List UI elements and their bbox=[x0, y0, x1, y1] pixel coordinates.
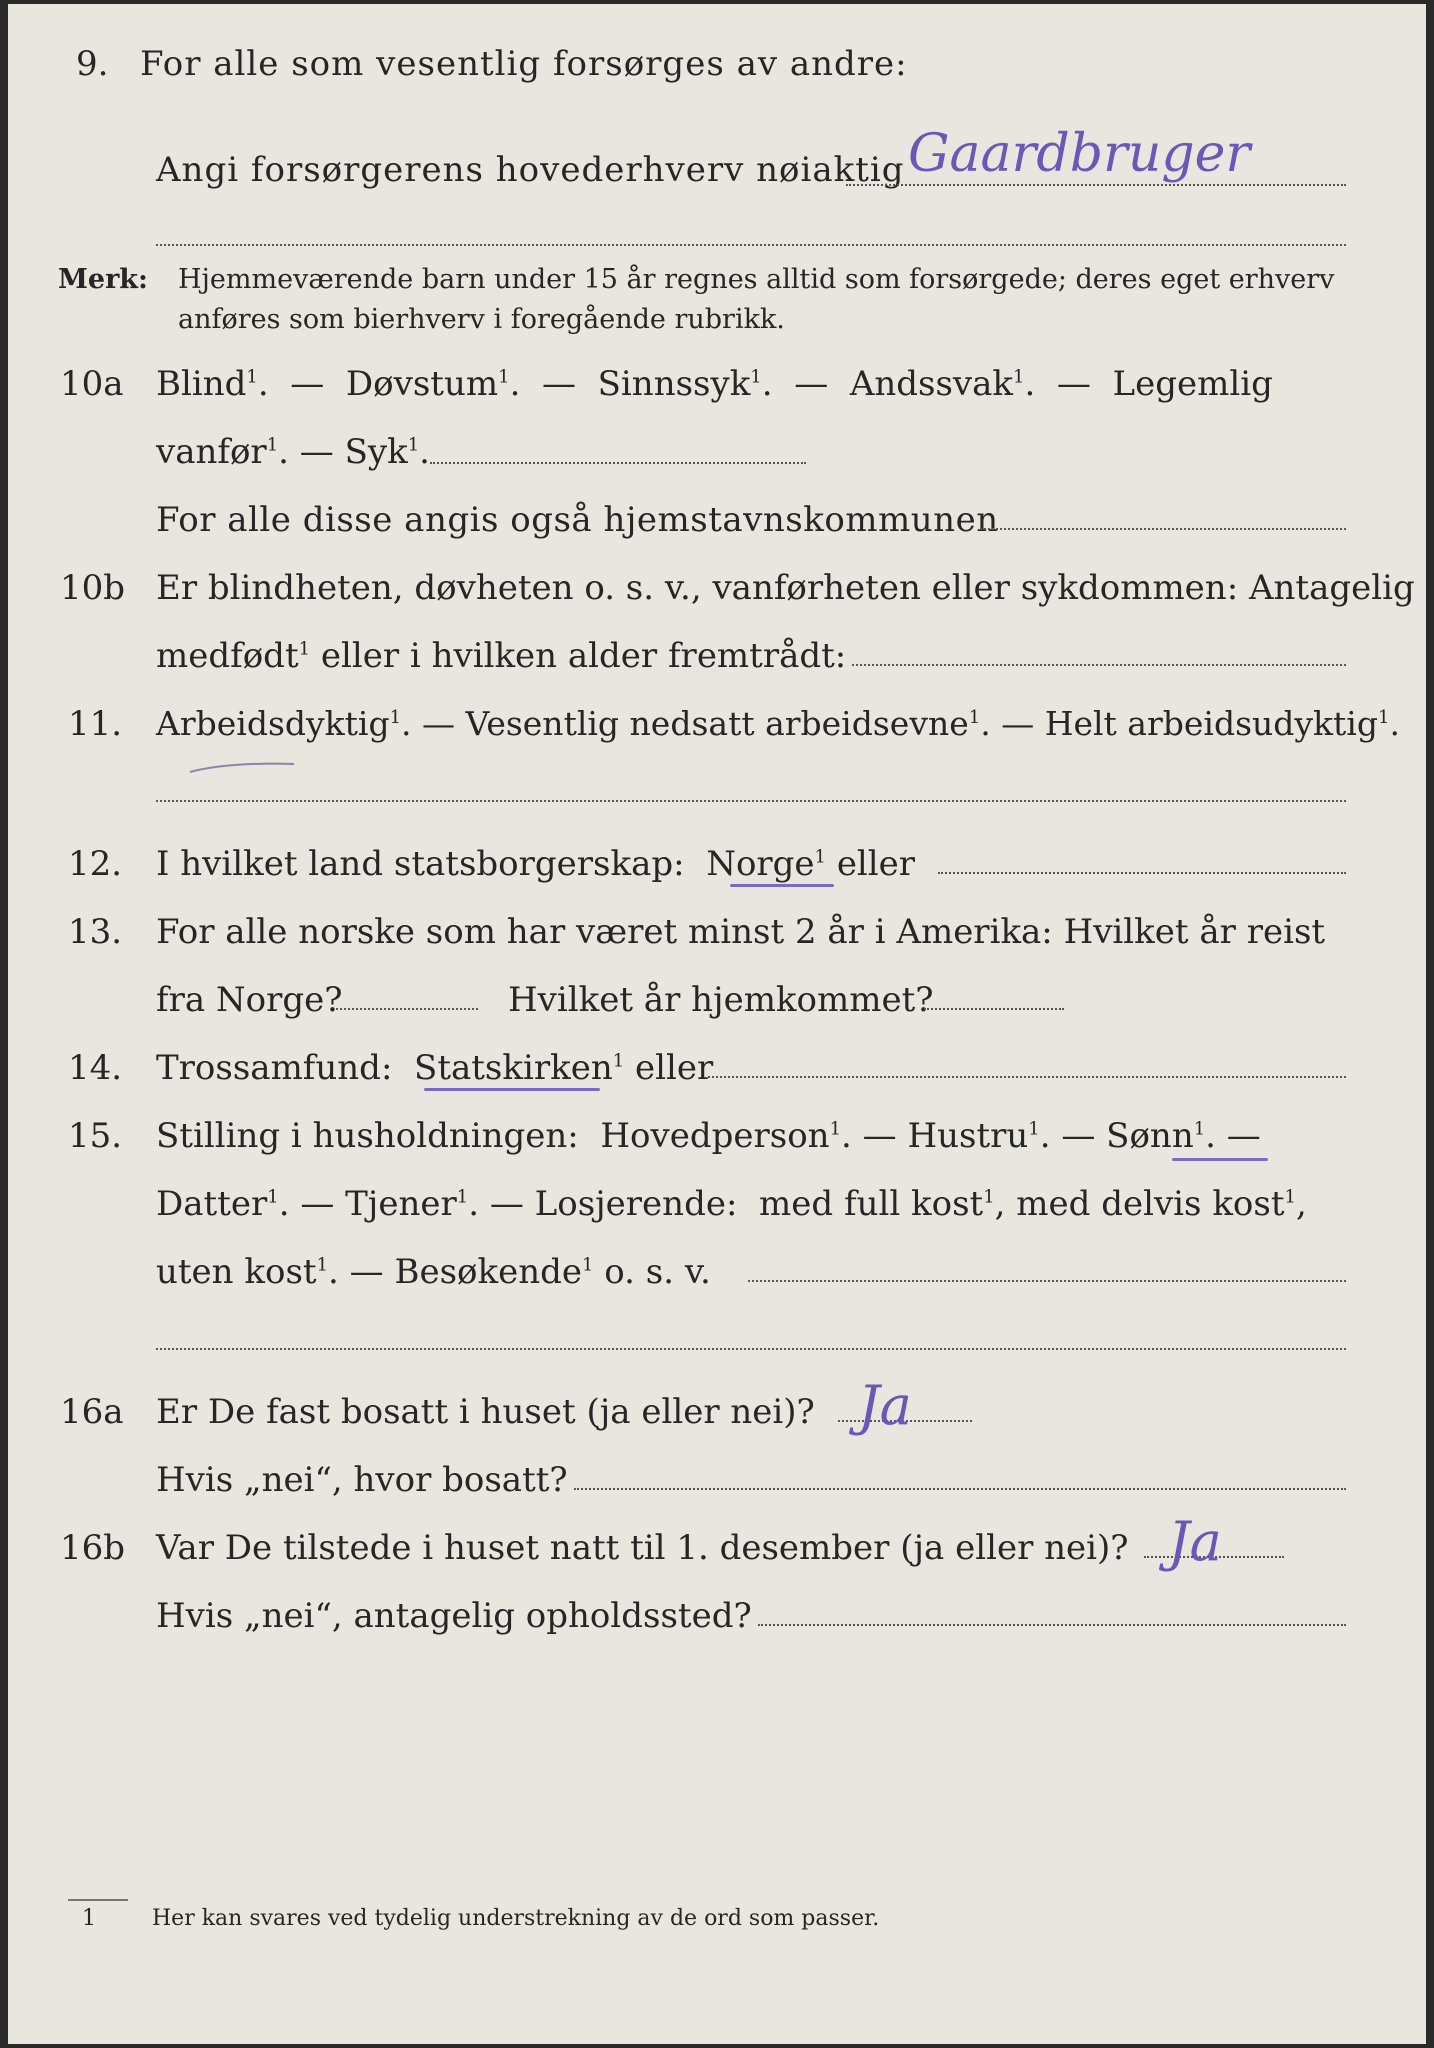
footnote-mark: 1 bbox=[82, 1906, 96, 1931]
q14-statskirken[interactable]: Statskirken bbox=[414, 1048, 613, 1088]
q14-statskirken-underline bbox=[424, 1088, 600, 1091]
q13-hjemkommet-line[interactable] bbox=[924, 1008, 1064, 1010]
q15-tjener[interactable]: Tjener bbox=[345, 1184, 457, 1224]
q15-sonn[interactable]: Sønn bbox=[1106, 1116, 1194, 1156]
census-form-page bbox=[8, 4, 1426, 2044]
q15-line2: Datter$^1$. — Tjener$^1$. — Losjerende: med full kost$^1$, med delvis kost$^1$, bbox=[156, 1184, 1307, 1224]
q16a-number: 16a bbox=[60, 1392, 124, 1432]
q15-hustru[interactable]: Hustru bbox=[907, 1116, 1029, 1156]
q10a-hjemstavn-line[interactable] bbox=[980, 528, 1346, 530]
q13-hjemkommet: Hvilket år hjemkommet? bbox=[508, 980, 934, 1020]
q11-udyktig[interactable]: Helt arbeidsudyktig bbox=[1044, 704, 1378, 743]
q14-answer-line[interactable] bbox=[708, 1076, 1346, 1078]
q15-datter[interactable]: Datter bbox=[156, 1184, 268, 1224]
merk-label: Merk: bbox=[58, 264, 148, 295]
q16b-number: 16b bbox=[60, 1528, 126, 1568]
q12-norge[interactable]: Norge bbox=[706, 844, 815, 884]
q10a-line1: Blind$^1$. — Døvstum$^1$. — Sinnssyk$^1$. — Andssvak$^1$. — Legemlig bbox=[156, 364, 1273, 404]
q11-nedsatt[interactable]: Vesentlig nedsatt arbeidsevne bbox=[465, 704, 969, 743]
q10a-number: 10a bbox=[60, 364, 124, 404]
q15-full-kost[interactable]: med full kost bbox=[759, 1184, 984, 1224]
q10b-answer-line[interactable] bbox=[852, 664, 1346, 666]
q14-number: 14. bbox=[68, 1048, 123, 1088]
q16b-opholdssted-line[interactable] bbox=[758, 1624, 1346, 1626]
q13-number: 13. bbox=[68, 912, 123, 952]
q16a-line1: Er De fast bosatt i huset (ja eller nei)? bbox=[156, 1392, 815, 1432]
q10a-vanfor[interactable]: vanfør bbox=[156, 432, 267, 472]
merk-line1: Hjemmeværende barn under 15 år regnes alltid som forsørgede; deres eget erhverv bbox=[178, 264, 1335, 295]
q16a-bosatt-line[interactable] bbox=[574, 1488, 1346, 1490]
q10a-syk-line[interactable] bbox=[430, 462, 806, 464]
q10a-andssvak[interactable]: Andssvak bbox=[849, 364, 1014, 404]
q10b-line2: medfødt$^1$ eller i hvilken alder fremtrådt: bbox=[156, 636, 847, 676]
q12-line: I hvilket land statsborgerskap: Norge$^1$ eller bbox=[156, 844, 916, 884]
q10b-number: 10b bbox=[60, 568, 126, 608]
q9-answer-line[interactable] bbox=[846, 184, 1346, 186]
q10a-line3: For alle disse angis også hjemstavnskommunen bbox=[156, 500, 999, 540]
q10b-line1: Er blindheten, døvheten o. s. v., vanførheten eller sykdommen: Antagelig bbox=[156, 568, 1415, 608]
q11-arbeidsdyktig[interactable]: Arbeidsdyktig bbox=[156, 704, 390, 743]
merk-line2: anføres som bierhverv i foregående rubrikk. bbox=[178, 304, 785, 335]
q10a-legemlig[interactable]: Legemlig bbox=[1112, 364, 1273, 404]
q15-delvis-kost[interactable]: med delvis kost bbox=[1016, 1184, 1285, 1224]
q15-answer-line[interactable] bbox=[748, 1280, 1346, 1282]
q15-hovedperson[interactable]: Hovedperson bbox=[600, 1116, 830, 1156]
q14-line: Trossamfund: Statskirken$^1$ eller bbox=[156, 1048, 714, 1088]
q16b-line2: Hvis „nei“, antagelig opholdssted? bbox=[156, 1596, 752, 1636]
q12-norge-underline bbox=[730, 884, 834, 887]
q9-line2: Angi forsørgerens hovederhverv nøiaktig bbox=[156, 150, 905, 190]
q13-line1: For alle norske som har været minst 2 år i Amerika: Hvilket år reist bbox=[156, 912, 1326, 952]
q15-uten-kost[interactable]: uten kost bbox=[156, 1252, 317, 1292]
footnote-text: Her kan svares ved tydelig understrekning av de ord som passer. bbox=[152, 1906, 880, 1931]
q11-line: Arbeidsdyktig$^1$. — Vesentlig nedsatt arbeidsevne$^1$. — Helt arbeidsudyktig$^1$. bbox=[156, 704, 1400, 743]
q15-sonn-underline bbox=[1172, 1158, 1268, 1161]
q12-number: 12. bbox=[68, 844, 123, 884]
q16b-handwritten-answer: Ja bbox=[1168, 1510, 1222, 1573]
q10b-medfodt[interactable]: medfødt bbox=[156, 636, 299, 676]
q13-reist-line[interactable] bbox=[336, 1008, 478, 1010]
q16a-line2: Hvis „nei“, hvor bosatt? bbox=[156, 1460, 568, 1500]
q12-answer-line[interactable] bbox=[938, 872, 1346, 874]
q10a-syk[interactable]: Syk bbox=[344, 432, 408, 472]
q11-extra-line[interactable] bbox=[156, 800, 1346, 802]
q15-extra-line[interactable] bbox=[156, 1348, 1346, 1350]
q10a-blind[interactable]: Blind bbox=[156, 364, 247, 404]
q15-besokende[interactable]: Besøkende bbox=[394, 1252, 582, 1292]
q15-line3: uten kost$^1$. — Besøkende$^1$ o. s. v. bbox=[156, 1252, 711, 1292]
q15-number: 15. bbox=[68, 1116, 123, 1156]
q16b-line1: Var De tilstede i huset natt til 1. desember (ja eller nei)? bbox=[156, 1528, 1129, 1568]
q9-line1: For alle som vesentlig forsørges av andre: bbox=[140, 44, 908, 84]
q11-number: 11. bbox=[68, 704, 123, 744]
footnote-rule bbox=[68, 1899, 128, 1901]
q10a-line2: vanfør$^1$. — Syk$^1$. bbox=[156, 432, 430, 472]
q11-pencil-mark bbox=[188, 758, 298, 778]
q9-extra-line[interactable] bbox=[156, 244, 1346, 246]
q15-line1: Stilling i husholdningen: Hovedperson$^1$. — Hustru$^1$. — Sønn$^1$. — bbox=[156, 1116, 1261, 1156]
q9-handwritten-answer: Gaardbruger bbox=[908, 124, 1251, 184]
q10a-dovstum[interactable]: Døvstum bbox=[345, 364, 499, 404]
q9-number: 9. bbox=[76, 44, 109, 84]
q13-fra-norge: fra Norge? bbox=[156, 980, 343, 1020]
q10a-sinnssyk[interactable]: Sinnssyk bbox=[597, 364, 751, 404]
q16a-handwritten-answer: Ja bbox=[858, 1374, 912, 1437]
